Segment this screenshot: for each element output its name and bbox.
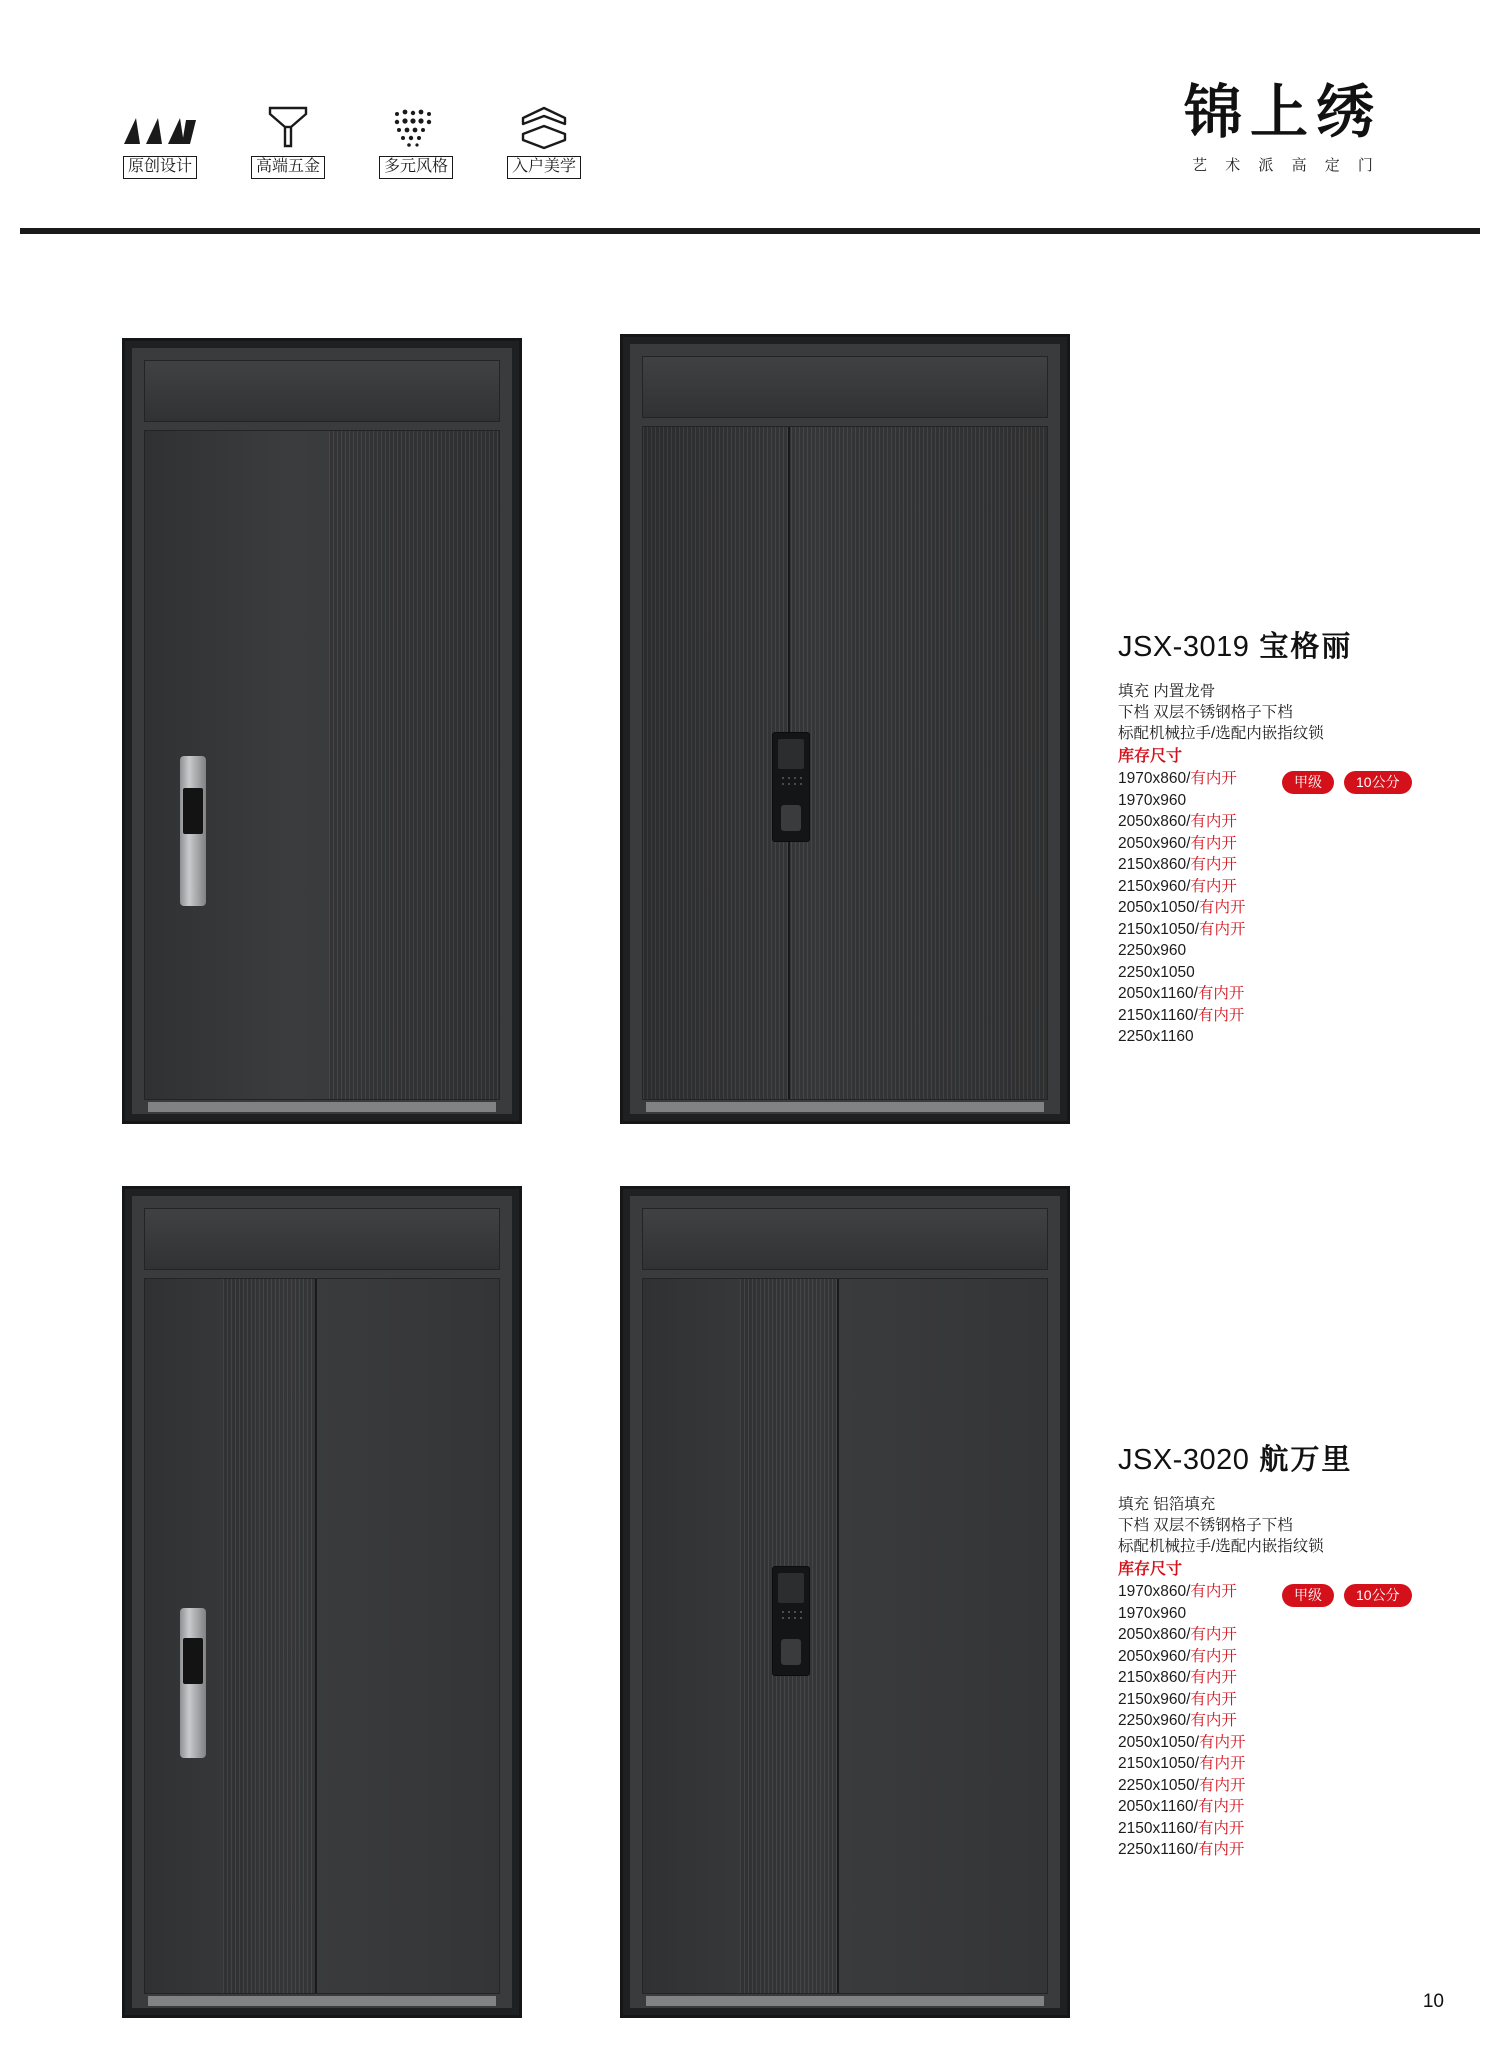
stock-size-heading: 库存尺寸	[1118, 1561, 1183, 1578]
smart-lock	[772, 732, 810, 842]
badge-label: 高端五金	[251, 156, 325, 179]
badge-multi-style	[368, 100, 464, 179]
spec-fill: 填充 内置龙骨	[1118, 683, 1216, 700]
size-item: 2250x1050/有内开	[1118, 1776, 1246, 1794]
size-item: 2050x960/有内开	[1118, 834, 1237, 852]
door-handle-plate	[183, 788, 203, 834]
door-rib-texture	[329, 431, 499, 1099]
size-item: 2250x1050	[1118, 963, 1195, 981]
door-image-jsx3019-left	[122, 338, 522, 1124]
stock-size-heading: 库存尺寸	[1118, 748, 1183, 765]
spec-fill: 填充 铝箔填充	[1118, 1496, 1216, 1513]
badge-label: 多元风格	[379, 156, 453, 179]
door-image-jsx3020-right	[620, 1186, 1070, 2018]
size-item: 2050x960/有内开	[1118, 1647, 1237, 1665]
premium-hardware-icon	[264, 100, 312, 150]
door-sill	[148, 1996, 496, 2006]
product-tags-jsx3020	[1282, 1584, 1412, 1607]
badge-label: 原创设计	[123, 156, 197, 179]
size-item: 2150x960/有内开	[1118, 1690, 1237, 1708]
size-item: 1970x860/有内开	[1118, 770, 1237, 787]
size-item: 2250x960	[1118, 942, 1187, 959]
door-handle-plate	[183, 1638, 203, 1684]
size-item: 2050x1050/有内开	[1118, 899, 1246, 916]
door-image-jsx3020-left	[122, 1186, 522, 2018]
size-item: 1970x960	[1118, 1604, 1187, 1622]
grade-tag: 甲级	[1282, 771, 1334, 794]
size-item: 2050x1160/有内开	[1118, 985, 1245, 1002]
page-header	[0, 0, 1500, 232]
door-seam	[315, 1279, 317, 1993]
product-tags-jsx3019	[1282, 771, 1412, 794]
door-leaf	[642, 1278, 1048, 1994]
product-spec-jsx3020	[1118, 1437, 1448, 1861]
thickness-tag: 10公分	[1344, 1584, 1412, 1607]
grade-tag: 甲级	[1282, 1584, 1334, 1607]
size-item: 2150x1160/有内开	[1118, 1006, 1245, 1024]
door-transom	[642, 1208, 1048, 1270]
lock-screen	[778, 1573, 804, 1603]
product-title	[1118, 1437, 1448, 1478]
brand-logo	[1183, 80, 1382, 175]
size-item: 2050x860/有内开	[1118, 813, 1237, 830]
spec-bottom: 下档 双层不锈钢格子下档	[1118, 704, 1293, 721]
lock-screen	[778, 739, 804, 769]
product-model: JSX-3019	[1118, 631, 1250, 663]
brand-tagline: 艺 术 派 高 定 门	[1192, 157, 1380, 174]
spec-lock: 标配机械拉手/选配内嵌指纹锁	[1118, 1538, 1324, 1555]
door-rib-texture	[643, 427, 1047, 1099]
badge-original-design	[112, 100, 208, 179]
product-model: JSX-3020	[1118, 1444, 1250, 1476]
door-sill	[148, 1102, 496, 1112]
door-transom	[144, 360, 500, 422]
size-item: 2050x1050/有内开	[1118, 1733, 1246, 1751]
door-seam	[837, 1279, 839, 1993]
size-item: 2250x960/有内开	[1118, 1712, 1237, 1729]
entrance-aesthetics-icon	[519, 100, 569, 150]
size-item: 2150x1050/有内开	[1118, 1755, 1246, 1772]
size-item: 1970x960	[1118, 791, 1187, 809]
size-item: 2150x1050/有内开	[1118, 920, 1246, 938]
lock-keypad-dots	[780, 775, 802, 789]
product-name: 宝格丽	[1259, 631, 1353, 663]
brand-name: 锦上绣	[1183, 80, 1382, 145]
size-item: 2150x960/有内开	[1118, 877, 1237, 895]
door-rib-texture	[223, 1279, 315, 1993]
page-number: 10	[1422, 1991, 1444, 2012]
size-item: 2250x1160/有内开	[1118, 1841, 1245, 1858]
multi-style-icon	[389, 100, 443, 150]
fingerprint-reader	[781, 805, 801, 831]
door-leaf	[642, 426, 1048, 1100]
door-transom	[144, 1208, 500, 1270]
size-item: 2150x1160/有内开	[1118, 1819, 1245, 1837]
size-item: 2150x860/有内开	[1118, 1669, 1237, 1686]
lock-keypad-dots	[780, 1609, 802, 1623]
badge-premium-hardware	[240, 100, 336, 179]
thickness-tag: 10公分	[1344, 771, 1412, 794]
spec-lock: 标配机械拉手/选配内嵌指纹锁	[1118, 725, 1324, 742]
badge-entrance-aesthetics	[496, 100, 592, 179]
fingerprint-reader	[781, 1639, 801, 1665]
size-item: 2150x860/有内开	[1118, 856, 1237, 873]
smart-lock	[772, 1566, 810, 1676]
size-item: 2250x1160	[1118, 1028, 1194, 1045]
product-spec-jsx3019	[1118, 624, 1448, 1048]
product-title	[1118, 624, 1448, 665]
badge-label: 入户美学	[507, 156, 581, 179]
spec-bottom: 下档 双层不锈钢格子下档	[1118, 1517, 1293, 1534]
size-item: 1970x860/有内开	[1118, 1583, 1237, 1600]
size-item: 2050x1160/有内开	[1118, 1798, 1245, 1815]
original-design-icon	[120, 100, 200, 150]
door-sill	[646, 1996, 1044, 2006]
door-image-jsx3019-right	[620, 334, 1070, 1124]
header-divider	[20, 228, 1480, 234]
feature-badges	[112, 100, 592, 179]
product-name: 航万里	[1259, 1444, 1353, 1476]
size-item: 2050x860/有内开	[1118, 1626, 1237, 1643]
door-sill	[646, 1102, 1044, 1112]
door-transom	[642, 356, 1048, 418]
